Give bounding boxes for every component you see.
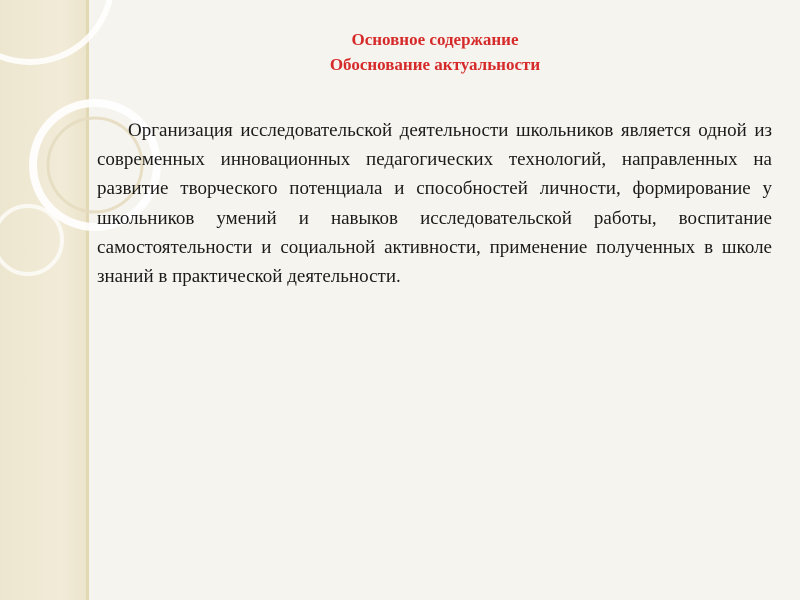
heading-line-1: Основное содержание xyxy=(351,30,519,49)
slide-heading xyxy=(230,27,640,77)
heading-line-2: Обоснование актуальности xyxy=(329,55,541,74)
body-paragraph: Организация исследовательской деятельности школьников является одной из современных инновационных педагогических технологий, направленных на развитие творческого потенциала и способностей личности, формирование у школьников умений и навыков исследовательской работы, воспитание самостоятельности и социальной активности, применение полученных в школе знаний в практической деятельности. xyxy=(97,120,772,288)
decorative-circle-small xyxy=(0,206,62,274)
decorative-circle-large xyxy=(0,0,112,62)
